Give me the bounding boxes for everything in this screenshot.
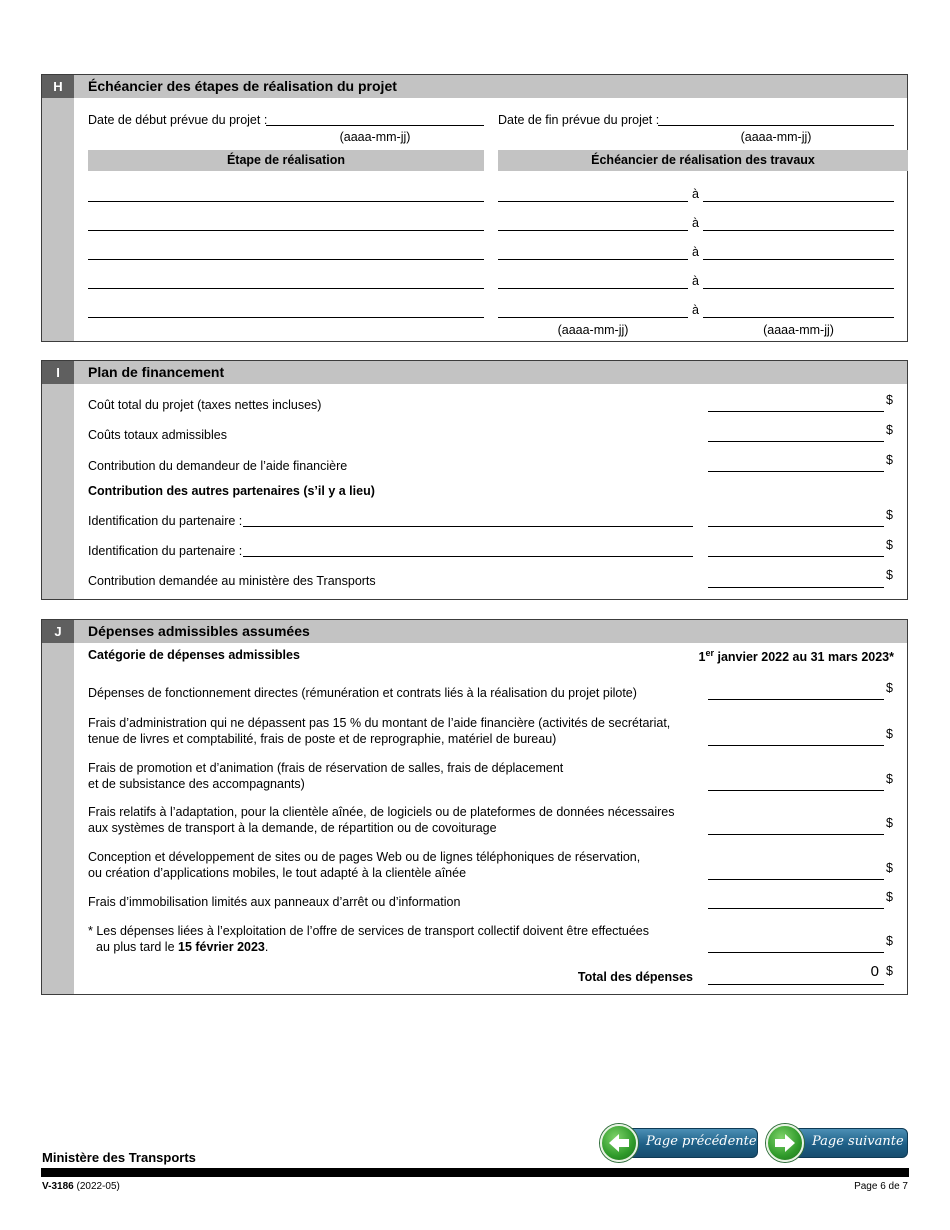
partner-2-name-field[interactable] — [243, 556, 693, 557]
deadline-note-suffix: . — [264, 940, 269, 954]
schedule-from-hint: (aaaa-mm-jj) — [557, 323, 629, 337]
expense-currency: $ — [886, 727, 893, 741]
expense-item-line: Frais relatifs à l’adaptation, pour la clientèle aînée, de logiciels ou de plateformes de données nécessaires — [88, 805, 675, 819]
deadline-note — [88, 923, 649, 955]
schedule-to-word: à — [692, 303, 699, 317]
expense-item-label — [88, 715, 670, 747]
section-h-strip — [42, 75, 74, 341]
expense-item-label — [88, 849, 640, 881]
schedule-to-word: à — [692, 187, 699, 201]
next-page-button[interactable] — [766, 1124, 910, 1164]
applicant-contribution-label: Contribution du demandeur de l’aide financière — [88, 459, 348, 473]
expense-item-line: Dépenses de fonctionnement directes (rémunération et contrats liés à la réalisation du projet pilote) — [88, 686, 637, 700]
expense-item-line: et de subsistance des accompagnants) — [88, 777, 305, 791]
schedule-from-field[interactable] — [498, 201, 688, 202]
section-i-title: Plan de financement — [74, 361, 907, 384]
step-field[interactable] — [88, 201, 484, 202]
expense-amount-field[interactable] — [708, 908, 884, 909]
schedule-to-word: à — [692, 216, 699, 230]
partner-1-label: Identification du partenaire : — [88, 514, 243, 528]
section-h-title: Échéancier des étapes de réalisation du projet — [74, 75, 907, 98]
schedule-to-word: à — [692, 245, 699, 259]
section-i-strip — [42, 361, 74, 599]
ministry-name: Ministère des Transports — [42, 1150, 196, 1165]
arrow-right-icon — [766, 1124, 804, 1162]
total-cost-field[interactable] — [708, 411, 884, 412]
expense-currency: $ — [886, 861, 893, 875]
form-code — [42, 1181, 120, 1192]
expense-item-label — [88, 685, 637, 701]
expense-currency: $ — [886, 890, 893, 904]
deadline-note-line2 — [88, 939, 649, 955]
schedule-to-hint: (aaaa-mm-jj) — [763, 323, 834, 337]
form-code-number: V-3186 — [42, 1181, 74, 1192]
schedule-from-field[interactable] — [498, 259, 688, 260]
expense-item-line: Frais d’immobilisation limités aux panneaux d’arrêt ou d’information — [88, 895, 461, 909]
expense-amount-field[interactable] — [708, 834, 884, 835]
schedule-to-field[interactable] — [703, 259, 894, 260]
partner-1-name-field[interactable] — [243, 526, 693, 527]
section-i — [41, 360, 908, 600]
deadline-expense-currency: $ — [886, 934, 893, 948]
page-number: Page 6 de 7 — [854, 1181, 908, 1192]
start-date-label: Date de début prévue du projet : — [88, 113, 268, 127]
step-field[interactable] — [88, 317, 484, 318]
section-h-letter: H — [42, 75, 74, 98]
expense-item-line: Conception et développement de sites ou de pages Web ou de lignes téléphoniques de réservation, — [88, 850, 641, 864]
step-field[interactable] — [88, 230, 484, 231]
deadline-expense-field[interactable] — [708, 952, 884, 953]
section-j-strip — [42, 620, 74, 994]
total-expenses-field — [708, 984, 884, 985]
schedule-to-field[interactable] — [703, 201, 894, 202]
start-date-field[interactable] — [266, 125, 484, 126]
eligible-costs-currency: $ — [886, 423, 893, 437]
partner-1-amount-field[interactable] — [708, 526, 884, 527]
eligible-costs-label: Coûts totaux admissibles — [88, 428, 227, 442]
deadline-note-prefix: au plus tard le — [96, 940, 178, 954]
expense-currency: $ — [886, 772, 893, 786]
footer-bar — [41, 1168, 909, 1177]
start-date-hint: (aaaa-mm-jj) — [339, 130, 411, 144]
expense-amount-field[interactable] — [708, 745, 884, 746]
period-heading — [699, 648, 894, 664]
form-code-version: (2022-05) — [76, 1181, 120, 1192]
expense-amount-field[interactable] — [708, 790, 884, 791]
ministry-contribution-currency: $ — [886, 568, 893, 582]
end-date-field[interactable] — [658, 125, 894, 126]
expense-item-line: ou création d’applications mobiles, le tout adapté à la clientèle aînée — [88, 866, 467, 880]
section-h — [41, 74, 908, 342]
total-cost-currency: $ — [886, 393, 893, 407]
ministry-contribution-field[interactable] — [708, 587, 884, 588]
deadline-date: 15 février 2023 — [178, 940, 265, 954]
step-field[interactable] — [88, 288, 484, 289]
period-sup: er — [705, 648, 714, 658]
expense-item-line: aux systèmes de transport à la demande, de répartition ou de covoiturage — [88, 821, 497, 835]
schedule-from-field[interactable] — [498, 317, 688, 318]
schedule-to-field[interactable] — [703, 288, 894, 289]
expense-amount-field[interactable] — [708, 699, 884, 700]
total-expenses-label: Total des dépenses — [577, 970, 693, 984]
partner-1-currency: $ — [886, 508, 893, 522]
partners-heading: Contribution des autres partenaires (s’il y a lieu) — [88, 484, 375, 498]
next-page-label: Page suivante — [812, 1134, 904, 1149]
arrow-left-icon — [600, 1124, 638, 1162]
end-date-label: Date de fin prévue du projet : — [498, 113, 660, 127]
total-cost-label: Coût total du projet (taxes nettes incluses) — [88, 398, 322, 412]
step-column-header: Étape de réalisation — [88, 150, 484, 171]
eligible-costs-field[interactable] — [708, 441, 884, 442]
expense-item-label — [88, 760, 563, 792]
expense-amount-field[interactable] — [708, 879, 884, 880]
schedule-from-field[interactable] — [498, 288, 688, 289]
schedule-column-header: Échéancier de réalisation des travaux — [498, 150, 908, 171]
schedule-from-field[interactable] — [498, 230, 688, 231]
category-heading: Catégorie de dépenses admissibles — [88, 648, 300, 662]
period-rest: janvier 2022 au 31 mars 2023* — [714, 650, 894, 665]
partner-2-label: Identification du partenaire : — [88, 544, 243, 558]
expense-item-line: Frais de promotion et d’animation (frais de réservation de salles, frais de déplacement — [88, 761, 564, 775]
previous-page-label: Page précédente — [646, 1134, 757, 1149]
ministry-contribution-label: Contribution demandée au ministère des Transports — [88, 574, 376, 588]
expense-currency: $ — [886, 681, 893, 695]
deadline-note-line1: * Les dépenses liées à l’exploitation de l’offre de services de transport collectif doivent être effectuées — [88, 924, 649, 938]
end-date-hint: (aaaa-mm-jj) — [740, 130, 812, 144]
step-field[interactable] — [88, 259, 484, 260]
schedule-to-field[interactable] — [703, 317, 894, 318]
partner-2-currency: $ — [886, 538, 893, 552]
expense-item-line: tenue de livres et comptabilité, frais de poste et de reprographie, matériel de bureau) — [88, 732, 557, 746]
section-j-letter: J — [42, 620, 74, 643]
total-expenses-value: 0 — [870, 963, 879, 980]
previous-page-button[interactable] — [600, 1124, 760, 1164]
total-expenses-currency: $ — [886, 964, 893, 978]
expense-currency: $ — [886, 816, 893, 830]
section-i-letter: I — [42, 361, 74, 384]
schedule-to-word: à — [692, 274, 699, 288]
expense-item-label — [88, 894, 460, 910]
section-j — [41, 619, 908, 995]
expense-item-label — [88, 804, 674, 836]
partner-2-amount-field[interactable] — [708, 556, 884, 557]
period-prefix: 1 — [698, 650, 706, 665]
schedule-to-field[interactable] — [703, 230, 894, 231]
expense-item-line: Frais d’administration qui ne dépassent pas 15 % du montant de l’aide financière (activités de secrétariat, — [88, 716, 671, 730]
applicant-contribution-field[interactable] — [708, 471, 884, 472]
applicant-contribution-currency: $ — [886, 453, 893, 467]
section-j-title: Dépenses admissibles assumées — [74, 620, 907, 643]
